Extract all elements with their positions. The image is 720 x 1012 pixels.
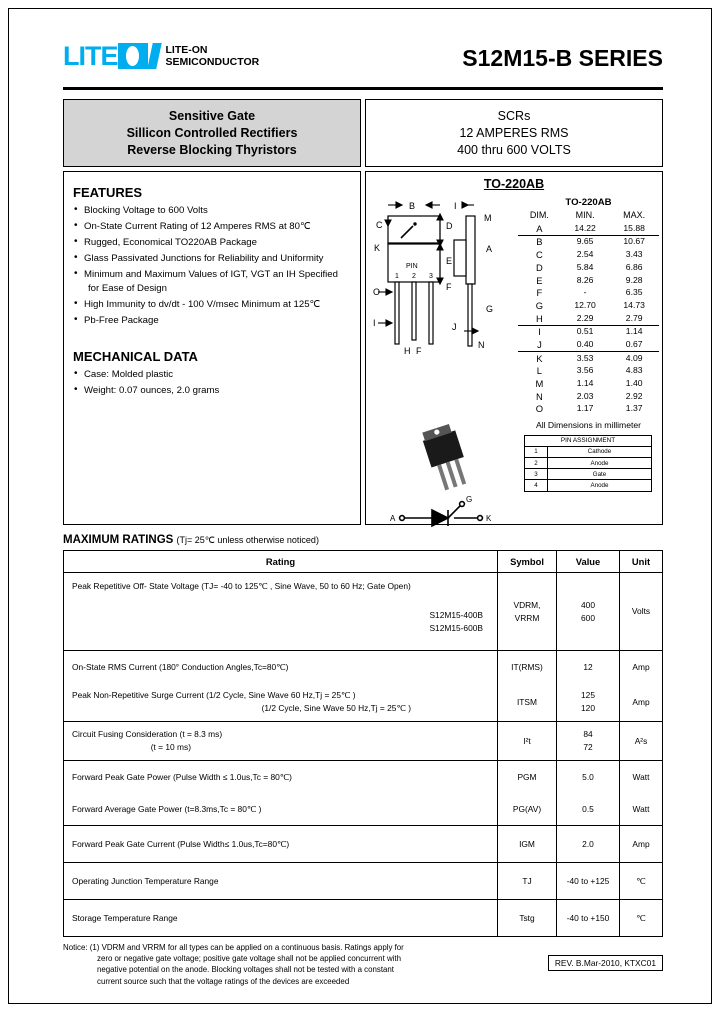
rating-value-2: 600 [581, 612, 595, 623]
feature-text: On-State Current Rating of 12 Amperes RMS at 80℃ [84, 221, 311, 232]
notice-line-4: current source such that the voltage ratings of the devices are exceeded [97, 976, 350, 986]
rating-symbol-1: VDRM, [513, 599, 541, 610]
rating-description: Forward Peak Gate Current (Pulse Width≤ 1.0us,Tc=80℃) [64, 826, 498, 863]
rating-value-2: 120 [581, 703, 595, 713]
table-row [64, 826, 663, 863]
package-photo-and-symbol [388, 420, 518, 540]
dim-min: 14.22 [574, 222, 596, 233]
rating-unit: ℃ [620, 900, 663, 937]
symbol-label-anode: A [390, 514, 396, 523]
dim-min: 8.26 [576, 274, 594, 285]
table-header-row [64, 551, 663, 573]
rating-part-number-2: S12M15-600B [429, 623, 483, 633]
logo-wordmark: LITE [63, 41, 118, 71]
product-ratings-box [365, 99, 663, 167]
feature-text: Glass Passivated Junctions for Reliability and Uniformity [84, 253, 324, 264]
dim-min: 1.14 [576, 378, 594, 389]
dim-max: 1.14 [609, 325, 659, 338]
feature-text-continued: for Ease of Design [88, 282, 167, 294]
list-item [73, 236, 351, 250]
col-header-symbol: Symbol [498, 551, 557, 573]
notice-line-1: VDRM and VRRM for all types can be applied on a continuous basis. Ratings apply for [101, 943, 404, 952]
brand-name [166, 43, 260, 68]
dim-letter: D [536, 261, 543, 273]
drawing-label-i2: I [373, 318, 376, 328]
pin-number: 2 [525, 457, 548, 468]
dim-min: 3.53 [561, 352, 610, 365]
drawing-label-o: O [373, 287, 381, 297]
col-header-rating: Rating [64, 551, 498, 573]
lite-on-logo [63, 43, 259, 69]
rating-value: 12 [557, 651, 620, 684]
drawing-label-a: A [486, 244, 493, 254]
page-content [63, 31, 663, 987]
dim-max: 6.86 [625, 261, 643, 272]
product-rating-line-3: 400 thru 600 VOLTS [457, 142, 571, 157]
rating-value-2: 72 [583, 742, 593, 752]
table-row [525, 457, 652, 468]
dim-min: 2.54 [576, 249, 594, 260]
table-row [64, 761, 663, 794]
maximum-ratings-title: MAXIMUM RATINGS [63, 534, 174, 546]
drawing-label-b: B [408, 201, 416, 211]
rating-unit: Volts [620, 573, 663, 651]
rating-symbol: PGM [498, 761, 557, 794]
brand-line-2: SEMICONDUCTOR [165, 56, 260, 68]
rating-description: Peak Non-Repetitive Surge Current (1/2 Cycle, Sine Wave 60 Hz,Tj = 25℃ ) [72, 690, 356, 700]
table-row [518, 261, 659, 274]
mechanical-text: Case: Molded plastic [84, 369, 174, 380]
page-border [8, 8, 712, 1004]
rating-value-1: 400 [581, 599, 595, 610]
symbol-label-gate: G [466, 495, 473, 504]
dim-max: 9.28 [625, 274, 643, 285]
table-row [518, 377, 659, 390]
dim-min: 3.56 [576, 365, 594, 376]
rating-unit: Watt [620, 793, 663, 826]
maximum-ratings-condition: (Tj= 25℃ unless otherwise noticed) [176, 535, 319, 545]
drawing-label-n: N [478, 340, 485, 350]
table-row [518, 365, 659, 378]
table-row [518, 352, 659, 365]
body-section [63, 171, 663, 525]
pin-number: 3 [525, 469, 548, 480]
dim-max: 6.35 [625, 287, 643, 298]
feature-text: Blocking Voltage to 600 Volts [84, 205, 208, 216]
drawing-label-pin-3: 3 [429, 273, 433, 280]
drawing-label-f: F [446, 282, 452, 292]
dim-max: 1.40 [625, 378, 643, 389]
rating-value: -40 to +150 [557, 900, 620, 937]
rating-description: Circuit Fusing Consideration (t = 8.3 ms) [72, 729, 223, 739]
symbol-label-cathode: K [486, 514, 492, 523]
rating-description-continued: (1/2 Cycle, Sine Wave 50 Hz,Tj = 25℃ ) [261, 703, 411, 713]
dimensions-table-title: TO-220AB [565, 196, 612, 208]
dim-max: 14.73 [623, 299, 645, 310]
rating-symbol: IGM [498, 826, 557, 863]
col-header-max: MAX. [623, 209, 646, 220]
revision-badge: REV. B.Mar-2010, KTXC01 [548, 955, 663, 971]
dim-max: 2.92 [625, 390, 643, 401]
package-photo-svg [388, 420, 518, 540]
mechanical-data-list [73, 368, 351, 398]
feature-text: Minimum and Maximum Values of IGT, VGT an IH Specified [84, 269, 338, 280]
rating-description: Peak Repetitive Off- State Voltage (TJ= -40 to 125℃ , Sine Wave, 50 to 60 Hz; Gate Open) [72, 581, 411, 591]
rating-unit: ℃ [620, 863, 663, 900]
table-row [518, 222, 659, 235]
table-header-row [525, 436, 652, 447]
features-panel [63, 171, 361, 525]
package-panel [365, 171, 663, 525]
dimensions-table-grid [518, 196, 659, 416]
rating-symbol: ITSM [498, 683, 557, 722]
feature-text: High Immunity to dv/dt - 100 V/msec Minimum at 125℃ [84, 298, 321, 310]
list-item [73, 204, 351, 218]
drawing-label-j: J [452, 322, 457, 332]
table-row [518, 249, 659, 262]
drawing-label-f2: F [416, 346, 422, 356]
dimensions-table [518, 196, 659, 416]
pin-name: Anode [548, 480, 652, 491]
dim-letter: B [518, 235, 561, 248]
drawing-label-h: H [404, 346, 411, 356]
rating-description: Storage Temperature Range [64, 900, 498, 937]
notice-label: Notice: (1) [63, 943, 100, 952]
drawing-label-pin-1: 1 [395, 273, 399, 280]
dim-max: 2.79 [625, 312, 643, 323]
notice-line-3: negative potential on the anode. Blocking voltages shall not be tested with a constant [97, 965, 394, 975]
dim-letter: K [518, 352, 561, 365]
list-item [73, 314, 351, 328]
rating-unit: Amp [620, 651, 663, 684]
dim-letter: E [536, 274, 543, 286]
rating-symbol: IT(RMS) [498, 651, 557, 684]
rating-part-number-1: S12M15-400B [429, 610, 483, 620]
table-row [518, 274, 659, 287]
header-divider [63, 87, 663, 90]
dim-max: 15.88 [623, 222, 645, 233]
dim-min: - [583, 287, 587, 298]
rating-value: 2.0 [557, 826, 620, 863]
rating-unit: Watt [620, 761, 663, 794]
pin-name: Gate [548, 469, 652, 480]
table-row [64, 573, 663, 651]
rating-unit: Amp [620, 826, 663, 863]
dim-letter: I [518, 325, 561, 338]
dimensions-unit-note: All Dimensions in millimeter [535, 420, 642, 430]
pin-number: 4 [525, 480, 548, 491]
product-desc-line-2: Sillicon Controlled Rectifiers [126, 125, 298, 140]
dim-letter: G [535, 299, 544, 311]
dim-letter: F [536, 287, 543, 299]
pin-assignment-table [524, 435, 652, 492]
table-row [518, 325, 659, 338]
logo-n-icon [147, 43, 162, 69]
table-row [64, 863, 663, 900]
rating-value: -40 to +125 [557, 863, 620, 900]
drawing-label-c: C [376, 220, 383, 230]
rating-value: 5.0 [557, 761, 620, 794]
drawing-label-m: M [484, 213, 492, 223]
table-row [518, 312, 659, 325]
dim-min: 12.70 [574, 299, 596, 310]
drawing-label-k: K [374, 243, 381, 253]
table-row [525, 446, 652, 457]
table-row [64, 793, 663, 826]
table-row [518, 390, 659, 403]
rating-symbol: TJ [498, 863, 557, 900]
list-item [73, 220, 351, 234]
table-row [64, 900, 663, 937]
drawing-label-pin-2: 2 [412, 273, 416, 280]
list-item [73, 384, 351, 398]
drawing-label-pin: PIN [406, 263, 418, 270]
table-row [64, 683, 663, 722]
dim-max: 10.67 [609, 235, 659, 248]
dim-letter: C [536, 249, 543, 261]
dim-max: 0.67 [625, 338, 643, 349]
features-heading: FEATURES [73, 185, 143, 200]
product-desc-line-3: Reverse Blocking Thyristors [127, 142, 297, 157]
dim-min: 0.51 [561, 325, 610, 338]
notice-text [63, 942, 493, 987]
dim-min: 2.03 [576, 390, 594, 401]
col-header-min: MIN. [575, 209, 595, 220]
features-list [73, 204, 351, 327]
table-row [518, 403, 659, 416]
to220-package-photo [420, 423, 471, 492]
table-header-row [518, 209, 659, 222]
dim-min: 5.84 [576, 261, 594, 272]
table-row [64, 722, 663, 761]
dim-letter: O [535, 403, 544, 415]
table-row [525, 480, 652, 491]
dim-letter: J [537, 338, 542, 350]
package-outline-drawing [368, 196, 528, 426]
dim-letter: M [535, 378, 544, 390]
scr-schematic-symbol [400, 502, 483, 526]
product-rating-line-1: SCRs [497, 108, 531, 123]
col-header-unit: Unit [620, 551, 663, 573]
col-header-dim: DIM. [529, 209, 549, 220]
drawing-label-i: I [454, 201, 457, 211]
rating-value-1: 84 [583, 729, 593, 739]
package-title: TO-220AB [483, 177, 545, 191]
brand-line-1: LITE-ON [165, 44, 208, 56]
feature-text: Pb-Free Package [84, 314, 159, 326]
table-row [64, 651, 663, 684]
rating-description: On-State RMS Current (180° Conduction Angles,Tc=80℃) [64, 651, 498, 684]
table-row [518, 287, 659, 300]
drawing-label-g: G [486, 304, 494, 314]
rating-symbol: I²t [498, 722, 557, 761]
dim-letter: H [536, 312, 543, 324]
drawing-label-d: D [446, 221, 453, 231]
title-boxes [63, 99, 663, 167]
list-item [73, 268, 351, 295]
table-row [518, 299, 659, 312]
drawing-label-e: E [446, 256, 453, 266]
dim-max: 3.43 [625, 249, 643, 260]
logo-mark [63, 43, 159, 69]
footer-section [63, 942, 663, 987]
page-header [63, 31, 663, 89]
pin-name: Anode [548, 457, 652, 468]
pin-name: Cathode [548, 446, 652, 457]
package-drawing-svg [368, 196, 528, 426]
dim-max: 4.83 [625, 365, 643, 376]
product-rating-line-2: 12 AMPERES RMS [459, 125, 569, 140]
rating-description-continued: (t = 10 ms) [150, 742, 191, 752]
dim-letter: A [536, 222, 543, 234]
rating-description: Forward Average Gate Power (t=8.3ms,Tc = 80℃ ) [64, 793, 498, 826]
table-row [518, 338, 659, 351]
rating-unit: Amp [620, 683, 663, 722]
logo-o-icon [118, 43, 148, 69]
rating-unit: A²s [620, 722, 663, 761]
rating-value-1: 125 [581, 690, 595, 700]
rating-symbol: Tstg [498, 900, 557, 937]
table-row [518, 235, 659, 248]
dim-letter: L [536, 365, 543, 377]
pin-number: 1 [525, 446, 548, 457]
dim-min: 2.29 [576, 312, 594, 323]
pin-assignment-grid [524, 435, 652, 492]
list-item [73, 298, 351, 312]
page-title: S12M15-B SERIES [462, 45, 663, 71]
pin-assignment-title: PIN ASSIGNMENT [525, 436, 652, 447]
notice-line-2: zero or negative gate voltage; positive gate voltage shall not be applied concurrent with [97, 954, 401, 964]
maximum-ratings-table [63, 550, 663, 937]
mechanical-data-heading: MECHANICAL DATA [73, 349, 198, 364]
rating-symbol-2: VRRM [514, 612, 540, 623]
product-description-box [63, 99, 361, 167]
rating-symbol: PG(AV) [498, 793, 557, 826]
product-desc-line-1: Sensitive Gate [168, 108, 256, 123]
rating-description: Operating Junction Temperature Range [64, 863, 498, 900]
maximum-ratings-heading [63, 534, 663, 546]
dim-min: 0.40 [576, 338, 594, 349]
rating-value: 0.5 [557, 793, 620, 826]
dim-max: 4.09 [609, 352, 659, 365]
list-item [73, 252, 351, 266]
feature-text: Rugged, Economical TO220AB Package [84, 237, 257, 248]
dim-max: 1.37 [625, 403, 643, 414]
col-header-value: Value [557, 551, 620, 573]
dim-letter: N [536, 390, 543, 402]
dim-min: 9.65 [561, 235, 610, 248]
rating-description: Forward Peak Gate Power (Pulse Width ≤ 1.0us,Tc = 80℃) [64, 761, 498, 794]
table-row [525, 469, 652, 480]
dim-min: 1.17 [576, 403, 594, 414]
list-item [73, 368, 351, 382]
mechanical-text: Weight: 0.07 ounces, 2.0 grams [84, 385, 220, 396]
